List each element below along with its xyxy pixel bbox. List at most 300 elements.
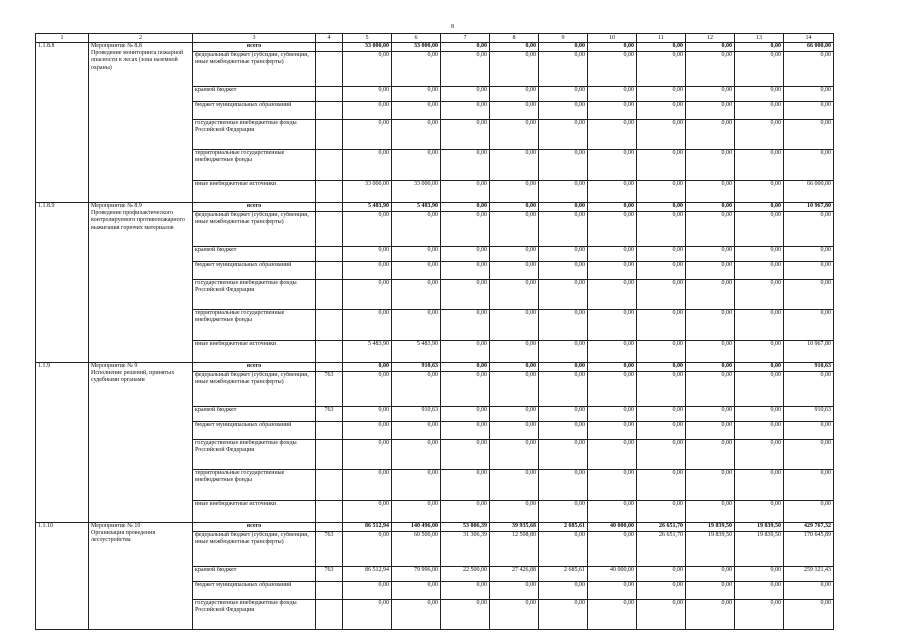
amount-cell: 0,00 — [343, 582, 392, 600]
amount-cell: 0,00 — [539, 87, 588, 102]
amount-cell: 0,00 — [392, 440, 441, 470]
amount-cell: 0,00 — [441, 52, 490, 87]
funding-source-label: территориальные государственные внебюджетные фонды — [193, 470, 316, 501]
amount-cell: 0,00 — [441, 120, 490, 150]
amount-cell: 0,00 — [343, 532, 392, 567]
amount-cell: 0,00 — [686, 341, 735, 363]
amount-cell: 0,00 — [588, 150, 637, 181]
amount-cell: 0,00 — [686, 181, 735, 203]
amount-cell: 140 496,00 — [392, 523, 441, 532]
amount-cell: 33 000,00 — [343, 181, 392, 203]
amount-cell: 0,00 — [539, 440, 588, 470]
amount-cell: 0,00 — [735, 363, 784, 372]
amount-cell: 0,00 — [637, 262, 686, 280]
amount-cell: 10 967,80 — [784, 341, 834, 363]
column-number: 14 — [784, 34, 834, 43]
amount-cell: 0,00 — [539, 407, 588, 422]
amount-cell: 0,00 — [637, 212, 686, 247]
amount-cell: 0,00 — [343, 280, 392, 310]
amount-cell: 259 121,43 — [784, 567, 834, 582]
amount-cell: 0,00 — [343, 52, 392, 87]
amount-cell: 0,00 — [539, 582, 588, 600]
section-code: 1.1.9 — [36, 363, 89, 523]
amount-cell: 0,00 — [735, 600, 784, 630]
amount-cell: 0,00 — [343, 310, 392, 341]
amount-cell: 0,00 — [392, 280, 441, 310]
amount-cell: 0,00 — [539, 262, 588, 280]
amount-cell: 0,00 — [343, 600, 392, 630]
amount-cell: 0,00 — [539, 341, 588, 363]
amount-cell: 39 935,68 — [490, 523, 539, 532]
amount-cell: 0,00 — [588, 600, 637, 630]
amount-cell: 0,00 — [686, 407, 735, 422]
amount-cell: 0,00 — [784, 372, 834, 407]
amount-cell: 40 000,00 — [588, 567, 637, 582]
funding-source-label: бюджет муниципальных образований — [193, 422, 316, 440]
section-code: 1.1.8.9 — [36, 203, 89, 363]
amount-cell: 0,00 — [588, 102, 637, 120]
amount-cell: 0,00 — [735, 102, 784, 120]
amount-cell: 0,00 — [490, 600, 539, 630]
funding-source-label: федеральный бюджет (субсидии, субвенции, иные межбюджетные трансферты) — [193, 212, 316, 247]
amount-cell: 0,00 — [343, 150, 392, 181]
budget-table — [35, 33, 834, 630]
amount-cell: 0,00 — [735, 280, 784, 310]
amount-cell: 0,00 — [539, 363, 588, 372]
amount-cell: 0,00 — [686, 501, 735, 523]
budget-code — [316, 87, 343, 102]
amount-cell: 910,63 — [784, 407, 834, 422]
budget-code — [316, 181, 343, 203]
amount-cell: 0,00 — [784, 440, 834, 470]
amount-cell: 12 508,80 — [490, 532, 539, 567]
amount-cell: 10 967,80 — [784, 203, 834, 212]
budget-code — [316, 102, 343, 120]
amount-cell: 0,00 — [784, 150, 834, 181]
amount-cell: 0,00 — [735, 43, 784, 52]
amount-cell: 66 000,00 — [784, 43, 834, 52]
amount-cell: 0,00 — [490, 203, 539, 212]
amount-cell: 0,00 — [637, 341, 686, 363]
funding-source-label: всего — [193, 43, 316, 52]
budget-code — [316, 501, 343, 523]
amount-cell: 0,00 — [686, 470, 735, 501]
amount-cell: 86 512,94 — [343, 567, 392, 582]
amount-cell: 910,63 — [392, 363, 441, 372]
amount-cell: 0,00 — [343, 212, 392, 247]
amount-cell: 0,00 — [735, 582, 784, 600]
amount-cell: 0,00 — [735, 52, 784, 87]
amount-cell: 0,00 — [343, 407, 392, 422]
amount-cell: 0,00 — [784, 102, 834, 120]
amount-cell: 0,00 — [539, 310, 588, 341]
amount-cell: 0,00 — [686, 422, 735, 440]
amount-cell: 0,00 — [637, 582, 686, 600]
amount-cell: 0,00 — [490, 407, 539, 422]
amount-cell: 0,00 — [637, 181, 686, 203]
budget-code — [316, 120, 343, 150]
amount-cell: 170 645,89 — [784, 532, 834, 567]
amount-cell: 0,00 — [784, 310, 834, 341]
amount-cell: 0,00 — [784, 247, 834, 262]
funding-source-label: краевой бюджет — [193, 87, 316, 102]
column-number: 2 — [89, 34, 193, 43]
budget-code: 763 — [316, 567, 343, 582]
amount-cell: 0,00 — [441, 181, 490, 203]
amount-cell: 0,00 — [637, 203, 686, 212]
amount-cell: 0,00 — [343, 87, 392, 102]
amount-cell: 0,00 — [686, 363, 735, 372]
budget-code — [316, 422, 343, 440]
amount-cell: 2 685,61 — [539, 523, 588, 532]
section-name — [89, 363, 193, 523]
amount-cell: 0,00 — [588, 212, 637, 247]
amount-cell: 0,00 — [343, 470, 392, 501]
amount-cell: 0,00 — [441, 87, 490, 102]
funding-source-label: государственные внебюджетные фонды Российской Федерации — [193, 280, 316, 310]
amount-cell: 0,00 — [784, 262, 834, 280]
amount-cell: 0,00 — [735, 422, 784, 440]
amount-cell: 0,00 — [686, 372, 735, 407]
amount-cell: 5 483,90 — [343, 341, 392, 363]
funding-source-label: государственные внебюджетные фонды Российской Федерации — [193, 440, 316, 470]
amount-cell: 0,00 — [490, 501, 539, 523]
amount-cell: 0,00 — [490, 470, 539, 501]
amount-cell: 0,00 — [343, 501, 392, 523]
funding-source-label: бюджет муниципальных образований — [193, 582, 316, 600]
amount-cell: 0,00 — [588, 280, 637, 310]
amount-cell: 0,00 — [784, 280, 834, 310]
budget-code — [316, 52, 343, 87]
amount-cell: 31 306,39 — [441, 532, 490, 567]
amount-cell: 0,00 — [784, 501, 834, 523]
budget-code — [316, 43, 343, 52]
amount-cell: 0,00 — [490, 43, 539, 52]
amount-cell: 0,00 — [392, 582, 441, 600]
amount-cell: 0,00 — [343, 262, 392, 280]
amount-cell: 0,00 — [588, 470, 637, 501]
amount-cell: 0,00 — [637, 363, 686, 372]
amount-cell: 0,00 — [441, 422, 490, 440]
amount-cell: 0,00 — [392, 422, 441, 440]
amount-cell: 0,00 — [588, 501, 637, 523]
budget-code — [316, 280, 343, 310]
amount-cell: 0,00 — [784, 470, 834, 501]
amount-cell: 0,00 — [441, 341, 490, 363]
amount-cell: 0,00 — [588, 310, 637, 341]
amount-cell: 0,00 — [490, 87, 539, 102]
amount-cell: 0,00 — [441, 440, 490, 470]
amount-cell: 0,00 — [686, 102, 735, 120]
amount-cell: 0,00 — [735, 87, 784, 102]
amount-cell: 0,00 — [392, 372, 441, 407]
budget-code: 763 — [316, 532, 343, 567]
amount-cell: 0,00 — [441, 582, 490, 600]
amount-cell: 0,00 — [343, 120, 392, 150]
page-number: 8 — [451, 24, 454, 30]
amount-cell: 0,00 — [637, 247, 686, 262]
funding-source-label: бюджет муниципальных образований — [193, 102, 316, 120]
amount-cell: 0,00 — [588, 422, 637, 440]
section-code: 1.1.10 — [36, 523, 89, 630]
amount-cell: 0,00 — [686, 150, 735, 181]
amount-cell: 0,00 — [686, 87, 735, 102]
amount-cell: 0,00 — [686, 212, 735, 247]
amount-cell: 0,00 — [539, 470, 588, 501]
amount-cell: 0,00 — [441, 43, 490, 52]
funding-source-label: федеральный бюджет (субсидии, субвенции, иные межбюджетные трансферты) — [193, 372, 316, 407]
amount-cell: 0,00 — [490, 422, 539, 440]
amount-cell: 0,00 — [539, 212, 588, 247]
funding-source-label: территориальные государственные внебюджетные фонды — [193, 150, 316, 181]
amount-cell: 0,00 — [588, 262, 637, 280]
amount-cell: 60 500,00 — [392, 532, 441, 567]
amount-cell: 0,00 — [637, 280, 686, 310]
column-number: 3 — [193, 34, 316, 43]
amount-cell: 0,00 — [490, 120, 539, 150]
column-number: 4 — [316, 34, 343, 43]
amount-cell: 0,00 — [735, 181, 784, 203]
column-number: 5 — [343, 34, 392, 43]
budget-code — [316, 341, 343, 363]
funding-source-label: всего — [193, 363, 316, 372]
funding-source-label: всего — [193, 203, 316, 212]
amount-cell: 0,00 — [637, 43, 686, 52]
budget-code: 763 — [316, 407, 343, 422]
column-number: 1 — [36, 34, 89, 43]
amount-cell: 0,00 — [735, 212, 784, 247]
amount-cell: 0,00 — [441, 262, 490, 280]
amount-cell: 0,00 — [588, 341, 637, 363]
amount-cell: 0,00 — [637, 310, 686, 341]
funding-source-label: иные внебюджетные источники — [193, 181, 316, 203]
amount-cell: 0,00 — [735, 372, 784, 407]
section-description: Организация проведения лесоустройства — [91, 530, 156, 544]
funding-source-label: всего — [193, 523, 316, 532]
amount-cell: 0,00 — [441, 212, 490, 247]
budget-code — [316, 262, 343, 280]
amount-cell: 0,00 — [490, 247, 539, 262]
amount-cell: 910,63 — [784, 363, 834, 372]
amount-cell: 19 839,50 — [735, 523, 784, 532]
amount-cell: 0,00 — [784, 600, 834, 630]
amount-cell: 0,00 — [539, 203, 588, 212]
amount-cell: 0,00 — [392, 102, 441, 120]
section-description: Проведение профилактического контролируемого противопожарного выжигания горючих материалов — [91, 210, 185, 231]
amount-cell: 0,00 — [441, 247, 490, 262]
amount-cell: 0,00 — [735, 440, 784, 470]
amount-cell: 5 483,90 — [392, 341, 441, 363]
amount-cell: 0,00 — [441, 280, 490, 310]
amount-cell: 0,00 — [539, 372, 588, 407]
amount-cell: 0,00 — [441, 501, 490, 523]
section-name — [89, 203, 193, 363]
column-number: 7 — [441, 34, 490, 43]
amount-cell: 0,00 — [441, 372, 490, 407]
amount-cell: 0,00 — [686, 582, 735, 600]
amount-cell: 0,00 — [735, 407, 784, 422]
section-title: Мероприятие № 9 — [91, 363, 138, 369]
budget-code — [316, 203, 343, 212]
amount-cell: 0,00 — [343, 363, 392, 372]
amount-cell: 0,00 — [343, 247, 392, 262]
amount-cell: 0,00 — [784, 422, 834, 440]
budget-code — [316, 212, 343, 247]
amount-cell: 0,00 — [735, 567, 784, 582]
amount-cell: 0,00 — [392, 87, 441, 102]
budget-code — [316, 310, 343, 341]
amount-cell: 0,00 — [735, 501, 784, 523]
amount-cell: 19 839,50 — [686, 523, 735, 532]
amount-cell: 0,00 — [637, 501, 686, 523]
amount-cell: 0,00 — [539, 501, 588, 523]
budget-code — [316, 582, 343, 600]
funding-source-label: государственные внебюджетные фонды Российской Федерации — [193, 600, 316, 630]
funding-source-label: краевой бюджет — [193, 407, 316, 422]
amount-cell: 429 767,32 — [784, 523, 834, 532]
amount-cell: 0,00 — [637, 52, 686, 87]
amount-cell: 0,00 — [637, 470, 686, 501]
amount-cell: 0,00 — [686, 247, 735, 262]
amount-cell: 0,00 — [539, 280, 588, 310]
section-name — [89, 43, 193, 203]
column-number: 13 — [735, 34, 784, 43]
amount-cell: 0,00 — [686, 310, 735, 341]
funding-source-label: краевой бюджет — [193, 567, 316, 582]
amount-cell: 0,00 — [588, 407, 637, 422]
amount-cell: 26 651,70 — [637, 523, 686, 532]
column-number: 9 — [539, 34, 588, 43]
amount-cell: 0,00 — [343, 422, 392, 440]
amount-cell: 0,00 — [686, 203, 735, 212]
amount-cell: 0,00 — [588, 120, 637, 150]
funding-source-label: краевой бюджет — [193, 247, 316, 262]
amount-cell: 0,00 — [686, 43, 735, 52]
column-number: 11 — [637, 34, 686, 43]
amount-cell: 0,00 — [392, 262, 441, 280]
amount-cell: 0,00 — [735, 341, 784, 363]
budget-code — [316, 363, 343, 372]
amount-cell: 40 000,00 — [588, 523, 637, 532]
funding-source-label: иные внебюджетные источники — [193, 341, 316, 363]
amount-cell: 0,00 — [735, 310, 784, 341]
amount-cell: 0,00 — [441, 600, 490, 630]
amount-cell: 0,00 — [735, 120, 784, 150]
amount-cell: 22 500,00 — [441, 567, 490, 582]
amount-cell: 0,00 — [441, 203, 490, 212]
amount-cell: 0,00 — [343, 440, 392, 470]
section-description: Исполнение решений, принятых судебными органами — [91, 370, 175, 384]
section-title: Мероприятие № 10 — [91, 523, 141, 529]
amount-cell: 0,00 — [735, 247, 784, 262]
amount-cell: 0,00 — [588, 363, 637, 372]
amount-cell: 0,00 — [392, 120, 441, 150]
amount-cell: 0,00 — [686, 567, 735, 582]
amount-cell: 0,00 — [539, 600, 588, 630]
amount-cell: 0,00 — [784, 120, 834, 150]
column-number: 6 — [392, 34, 441, 43]
amount-cell: 0,00 — [637, 422, 686, 440]
amount-cell: 0,00 — [686, 600, 735, 630]
amount-cell: 0,00 — [637, 440, 686, 470]
amount-cell: 66 000,00 — [784, 181, 834, 203]
amount-cell: 0,00 — [490, 280, 539, 310]
amount-cell: 0,00 — [686, 52, 735, 87]
amount-cell: 0,00 — [441, 470, 490, 501]
amount-cell: 0,00 — [686, 262, 735, 280]
amount-cell: 5 483,90 — [343, 203, 392, 212]
amount-cell: 0,00 — [490, 341, 539, 363]
amount-cell: 0,00 — [392, 150, 441, 181]
amount-cell: 0,00 — [735, 203, 784, 212]
amount-cell: 0,00 — [441, 102, 490, 120]
amount-cell: 53 806,39 — [441, 523, 490, 532]
budget-code — [316, 150, 343, 181]
amount-cell: 0,00 — [392, 310, 441, 341]
amount-cell: 0,00 — [784, 582, 834, 600]
amount-cell: 0,00 — [588, 532, 637, 567]
amount-cell: 0,00 — [588, 440, 637, 470]
section-total-row — [36, 523, 834, 532]
budget-code — [316, 440, 343, 470]
section-total-row — [36, 203, 834, 212]
amount-cell: 0,00 — [588, 87, 637, 102]
amount-cell: 0,00 — [588, 52, 637, 87]
section-description: Проведение мониторинга пожарной опасности в лесах (зона наземной охраны) — [91, 50, 184, 71]
budget-code — [316, 247, 343, 262]
amount-cell: 0,00 — [637, 150, 686, 181]
amount-cell: 5 483,90 — [392, 203, 441, 212]
amount-cell: 0,00 — [637, 407, 686, 422]
amount-cell: 0,00 — [539, 52, 588, 87]
section-title: Мероприятие № 8.8 — [91, 43, 142, 49]
amount-cell: 0,00 — [539, 422, 588, 440]
amount-cell: 0,00 — [588, 43, 637, 52]
amount-cell: 0,00 — [343, 102, 392, 120]
amount-cell: 0,00 — [539, 102, 588, 120]
amount-cell: 0,00 — [539, 181, 588, 203]
section-total-row — [36, 43, 834, 52]
amount-cell: 2 685,61 — [539, 567, 588, 582]
amount-cell: 0,00 — [490, 363, 539, 372]
amount-cell: 0,00 — [735, 470, 784, 501]
amount-cell: 0,00 — [539, 150, 588, 181]
amount-cell: 0,00 — [490, 440, 539, 470]
funding-source-label: федеральный бюджет (субсидии, субвенции, иные межбюджетные трансферты) — [193, 532, 316, 567]
amount-cell: 0,00 — [588, 181, 637, 203]
amount-cell: 19 839,50 — [686, 532, 735, 567]
amount-cell: 19 839,50 — [735, 532, 784, 567]
amount-cell: 86 512,94 — [343, 523, 392, 532]
amount-cell: 0,00 — [343, 372, 392, 407]
funding-source-label: иные внебюджетные источники — [193, 501, 316, 523]
amount-cell: 0,00 — [490, 372, 539, 407]
funding-source-label: территориальные государственные внебюджетные фонды — [193, 310, 316, 341]
amount-cell: 0,00 — [539, 43, 588, 52]
amount-cell: 0,00 — [441, 310, 490, 341]
amount-cell: 33 000,00 — [392, 181, 441, 203]
amount-cell: 0,00 — [392, 470, 441, 501]
amount-cell: 0,00 — [490, 310, 539, 341]
amount-cell: 0,00 — [392, 501, 441, 523]
amount-cell: 0,00 — [539, 247, 588, 262]
funding-source-label: государственные внебюджетные фонды Российской Федерации — [193, 120, 316, 150]
budget-code — [316, 523, 343, 532]
amount-cell: 0,00 — [490, 52, 539, 87]
budget-code — [316, 600, 343, 630]
amount-cell: 27 426,88 — [490, 567, 539, 582]
amount-cell: 0,00 — [539, 532, 588, 567]
